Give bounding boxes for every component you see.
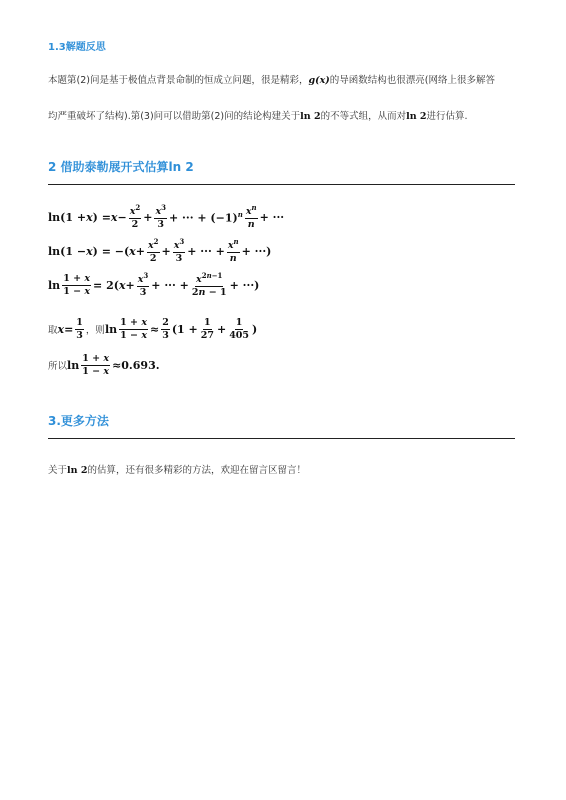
reflection-line-2-text-c: 进行估算. bbox=[426, 111, 468, 122]
section-heading-2: 2 借助泰勒展开式估算ln 2 bbox=[48, 160, 194, 174]
taylor-equation-ln-ratio: ln $\frac{1 + x}{1 - x}$ = 2( x + $\frac{x^3}{3}$ + ··· + $\frac{x^{2n-1}}{2n - 1}$ + ···) bbox=[48, 271, 260, 299]
reflection-line-1 bbox=[48, 72, 495, 86]
section-divider-3 bbox=[48, 438, 515, 439]
reflection-math-ln2-b: ln 2 bbox=[406, 111, 427, 122]
closing-math-ln2: ln 2 bbox=[67, 465, 88, 476]
take-label: 取 bbox=[48, 325, 58, 337]
reflection-line-1-text-a: 本题第(2)问是基于极值点背景命制的恒成立问题，很是精彩， bbox=[48, 75, 309, 86]
closing-text-b: 的估算，还有很多精彩的方法，欢迎在留言区留言！ bbox=[87, 465, 306, 476]
section-heading-1-3: 1.3解题反思 bbox=[48, 42, 106, 53]
therefore-label: 所以 bbox=[48, 361, 68, 373]
section-heading-3: 3.更多方法 bbox=[48, 414, 109, 428]
substitution-line: 取 x = $\frac{1}{3}$ ，则 ln $\frac{1 + x}{1 - x}$ ≈ $\frac{2}{3}$ (1 + $\frac{1}{27}$ + $\frac{1}{405}$ ) bbox=[48, 317, 258, 341]
reflection-line-2 bbox=[48, 108, 468, 122]
reflection-line-2-text-b: 的不等式组，从而对 bbox=[320, 111, 407, 122]
reflection-math-g: g(x) bbox=[308, 75, 330, 86]
result-line: 所以 ln $\frac{1 + x}{1 - x}$ ≈ 0.693 . bbox=[48, 353, 160, 377]
approx-value: 0.693 bbox=[121, 358, 156, 372]
reflection-math-ln2-a: ln 2 bbox=[300, 111, 321, 122]
reflection-line-1-text-b: 的导函数结构也很漂亮(网络上很多解答 bbox=[329, 75, 495, 86]
reflection-line-2-text-a: 均严重破坏了结构).第(3)问可以借助第(2)问的结论构建关于 bbox=[48, 111, 301, 122]
taylor-equation-ln-1-plus-x: ln(1 + x ) = x − $\frac{x^2}{2}$ + $\frac{x^3}{3}$ + ··· + $(-1)^n$ $\frac{x^n}{n}$ + ··· bbox=[48, 203, 285, 231]
closing-paragraph bbox=[48, 462, 306, 476]
taylor-equation-ln-1-minus-x: ln(1 − x ) = −( x + $\frac{x^2}{2}$ + $\frac{x^3}{3}$ + ··· + $\frac{x^n}{n}$ + ···) bbox=[48, 237, 272, 265]
then-label: ，则 bbox=[85, 325, 105, 337]
closing-text-a: 关于 bbox=[48, 465, 68, 476]
section-divider-2 bbox=[48, 184, 515, 185]
